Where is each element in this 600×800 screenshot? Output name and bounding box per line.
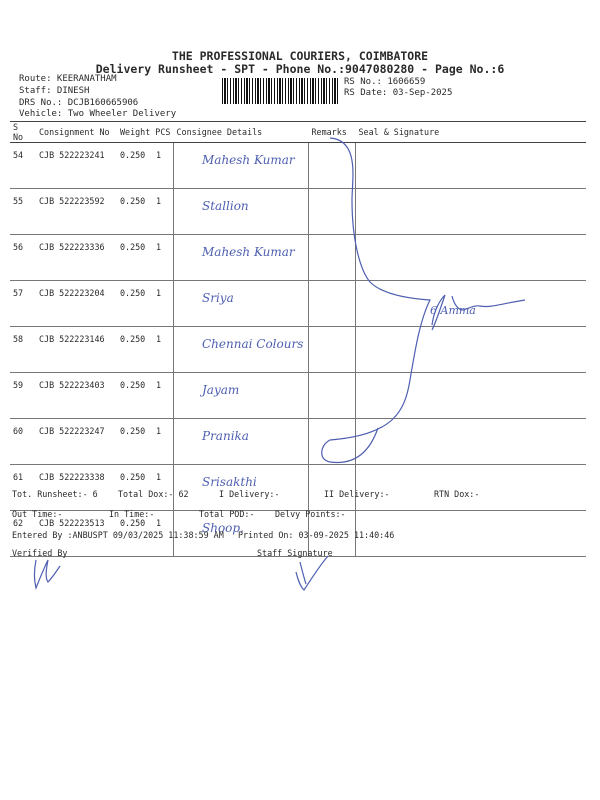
verified-by-label: Verified By bbox=[12, 548, 68, 558]
table-row bbox=[10, 327, 586, 373]
row-seal-signature bbox=[356, 143, 587, 189]
row-consignment-no: CJB 522223204 bbox=[36, 281, 117, 327]
row-consignee-details bbox=[174, 235, 309, 281]
table-row bbox=[10, 373, 586, 419]
row-sno: 56 bbox=[10, 235, 36, 281]
row-remarks bbox=[309, 281, 356, 327]
row-consignment-no: CJB 522223403 bbox=[36, 373, 117, 419]
delvy-points: Delvy Points:- bbox=[275, 509, 346, 519]
in-time: In Time:- bbox=[109, 509, 155, 519]
consignee-handwriting: Chennai Colours bbox=[202, 337, 304, 351]
table-row bbox=[10, 143, 586, 189]
row-consignee-details bbox=[174, 281, 309, 327]
consignee-handwriting: Srisakthi bbox=[202, 475, 257, 489]
row-remarks bbox=[309, 189, 356, 235]
row-consignment-no: CJB 522223338 bbox=[36, 465, 117, 511]
table-row bbox=[10, 189, 586, 235]
row-seal-signature bbox=[356, 373, 587, 419]
barcode bbox=[222, 78, 340, 104]
staff-label: Staff: DINESH bbox=[19, 86, 90, 96]
row-remarks bbox=[309, 465, 356, 511]
col-remarks: Remarks bbox=[309, 122, 356, 143]
consignee-handwriting: Sriya bbox=[202, 291, 234, 305]
row-pcs: 1 bbox=[153, 281, 174, 327]
runsheet-title: Delivery Runsheet - SPT - Phone No.:9047080280 - Page No.:6 bbox=[95, 62, 505, 76]
col-consignment: Consignment No bbox=[36, 122, 117, 143]
row-remarks bbox=[309, 373, 356, 419]
row-consignment-no: CJB 522223146 bbox=[36, 327, 117, 373]
i-delivery: I Delivery:- bbox=[219, 489, 280, 499]
row-sno: 54 bbox=[10, 143, 36, 189]
row-seal-signature bbox=[356, 465, 587, 511]
row-pcs: 1 bbox=[153, 189, 174, 235]
vehicle-label: Vehicle: Two Wheeler Delivery bbox=[19, 109, 177, 119]
route-label: Route: KEERANATHAM bbox=[19, 74, 117, 84]
row-consignee-details bbox=[174, 373, 309, 419]
row-weight: 0.250 bbox=[117, 373, 153, 419]
table-row bbox=[10, 281, 586, 327]
consignee-handwriting: Shoop. bbox=[202, 521, 244, 535]
row-remarks bbox=[309, 235, 356, 281]
total-dox: Total Dox:- 62 bbox=[118, 489, 189, 499]
entered-by: Entered By :ANBUSPT 09/03/2025 11:38:59 AM bbox=[12, 530, 224, 540]
seal-handwriting: 6 Amma bbox=[430, 304, 476, 317]
row-sno: 58 bbox=[10, 327, 36, 373]
ii-delivery: II Delivery:- bbox=[324, 489, 390, 499]
consignee-handwriting: Mahesh Kumar bbox=[202, 245, 295, 259]
row-remarks bbox=[309, 143, 356, 189]
row-sno: 59 bbox=[10, 373, 36, 419]
row-sno: 60 bbox=[10, 419, 36, 465]
row-pcs: 1 bbox=[153, 511, 174, 557]
row-consignment-no: CJB 522223513 bbox=[36, 511, 117, 557]
row-pcs: 1 bbox=[153, 143, 174, 189]
row-pcs: 1 bbox=[153, 235, 174, 281]
row-pcs: 1 bbox=[153, 419, 174, 465]
table-header-row bbox=[10, 122, 586, 143]
row-weight: 0.250 bbox=[117, 189, 153, 235]
row-remarks bbox=[309, 327, 356, 373]
row-sno: 61 bbox=[10, 465, 36, 511]
row-seal-signature bbox=[356, 419, 587, 465]
row-consignee-details bbox=[174, 189, 309, 235]
company-title: THE PROFESSIONAL COURIERS, COIMBATORE bbox=[171, 49, 429, 63]
total-pod: Total POD:- bbox=[199, 509, 255, 519]
printed-on: Printed On: 03-09-2025 11:40:46 bbox=[238, 530, 395, 540]
rs-date: RS Date: 03-Sep-2025 bbox=[344, 88, 453, 98]
row-weight: 0.250 bbox=[117, 511, 153, 557]
row-consignee-details bbox=[174, 419, 309, 465]
consignee-handwriting: Stallion bbox=[202, 199, 249, 213]
row-consignment-no: CJB 522223241 bbox=[36, 143, 117, 189]
row-pcs: 1 bbox=[153, 373, 174, 419]
rtn-dox: RTN Dox:- bbox=[434, 489, 480, 499]
table-row bbox=[10, 235, 586, 281]
out-time: Out Time:- bbox=[12, 509, 63, 519]
row-consignment-no: CJB 522223592 bbox=[36, 189, 117, 235]
staff-signature-label: Staff Signature bbox=[257, 548, 333, 558]
row-weight: 0.250 bbox=[117, 327, 153, 373]
tot-runsheet: Tot. Runsheet:- 6 bbox=[12, 489, 98, 499]
row-pcs: 1 bbox=[153, 465, 174, 511]
row-weight: 0.250 bbox=[117, 235, 153, 281]
col-details: Consignee Details bbox=[174, 122, 309, 143]
row-weight: 0.250 bbox=[117, 281, 153, 327]
row-sno: 62 bbox=[10, 511, 36, 557]
drs-number: DRS No.: DCJB160665906 bbox=[19, 98, 139, 108]
staff-signature-mark bbox=[296, 556, 328, 590]
row-consignee-details bbox=[174, 143, 309, 189]
row-sno: 55 bbox=[10, 189, 36, 235]
row-seal-signature bbox=[356, 189, 587, 235]
table-row bbox=[10, 465, 586, 511]
row-pcs: 1 bbox=[153, 327, 174, 373]
rs-number: RS No.: 1606659 bbox=[344, 77, 426, 87]
col-sno: S No bbox=[10, 122, 36, 143]
verified-signature bbox=[35, 560, 61, 588]
table-row bbox=[10, 419, 586, 465]
row-consignee-details bbox=[174, 465, 309, 511]
row-consignee-details bbox=[174, 327, 309, 373]
row-sno: 57 bbox=[10, 281, 36, 327]
row-weight: 0.250 bbox=[117, 465, 153, 511]
col-seal: Seal & Signature bbox=[356, 122, 587, 143]
row-remarks bbox=[309, 419, 356, 465]
consignee-handwriting: Mahesh Kumar bbox=[202, 153, 295, 167]
row-weight: 0.250 bbox=[117, 143, 153, 189]
row-consignment-no: CJB 522223336 bbox=[36, 235, 117, 281]
row-weight: 0.250 bbox=[117, 419, 153, 465]
col-weight-pcs: Weight PCS bbox=[117, 122, 174, 143]
row-seal-signature bbox=[356, 327, 587, 373]
consignee-handwriting: Jayam bbox=[202, 383, 240, 397]
row-consignment-no: CJB 522223247 bbox=[36, 419, 117, 465]
consignee-handwriting: Pranika bbox=[202, 429, 249, 443]
row-seal-signature bbox=[356, 235, 587, 281]
